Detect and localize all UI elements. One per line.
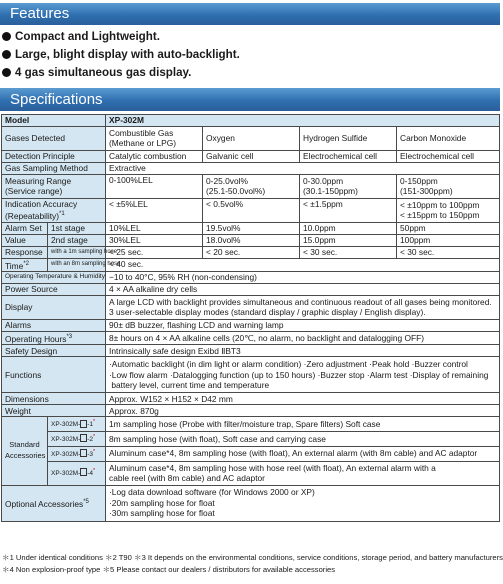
bullet-icon — [2, 50, 11, 59]
footnote-line: ＊4 Non explosion-proof type ＊5 Please contact our dealers / distributors for available accessories — [2, 564, 336, 574]
model-value: XP-302M — [106, 115, 500, 127]
row-functions: Functions ·Automatic backlight (in dim light or alarm condition) ·Zero adjustment ·Peak hold ·Buzzer control ·Low flow alarm ·Datalogging function (up to 150 hours) ·Buzzer stop ·Alarm test ·Display of remaining battery level, current time and temperature — [2, 357, 500, 393]
row-accuracy: Indication Accuracy (Repeatability)$^{*1}$ < ±5%LEL < 0.5vol% < ±1.5ppm < ±10ppm to 100ppm < ±15ppm to 150ppm — [2, 198, 500, 222]
row-alarm-stage1: Alarm Set 1st stage 10%LEL 19.5vol% 10.0ppm 50ppm — [2, 222, 500, 234]
feature-item: Compact and Lightweight. — [2, 28, 498, 46]
row-display: Display A large LCD with backlight provides simultaneous and continuous readout of all gases being monitored. 3 user-selectable display modes (standard display / graphic display / English display). — [2, 295, 500, 319]
row-accessory-3: XP-302M- -3* Aluminum case*4, 8m sampling hose (with float), An external alarm (with 8m cable) and AC adaptor — [2, 446, 500, 461]
feature-item: 4 gas simultaneous gas display. — [2, 64, 498, 82]
row-dimensions: Dimensions Approx. W152 × H152 × D42 mm — [2, 393, 500, 405]
row-alarms: Alarms 90± dB buzzer, flashing LCD and warning lamp — [2, 319, 500, 331]
bullet-icon — [2, 32, 11, 41]
footnote-line: ＊1 Under identical conditions ＊2 T90 ＊3 It depends on the environmental conditions, service conditions, storage period, and battery manufacturers — [2, 553, 503, 562]
row-hours: Operating Hours$^{*3}$ 8± hours on 4 × AA alkaline cells (20℃, no alarm, no backlight and datalogging OFF) — [2, 331, 500, 344]
gas-co: Carbon Monoxide — [397, 126, 500, 150]
bullet-icon — [2, 68, 11, 77]
row-power: Power Source 4 × AA alkaline dry cells — [2, 283, 500, 295]
specifications-banner — [0, 88, 500, 111]
specifications-title: Specifications — [10, 91, 103, 108]
gas-h2s: Hydrogen Sulfide — [300, 126, 397, 150]
row-accessory-1: Standard Accessories XP-302M- -1* 1m sampling hose (Probe with filter/moisture trap, Spare filters) Soft case — [2, 417, 500, 432]
row-temperature: Operating Temperature & Humidity −10 to 40°C, 95% RH (non-condensing) — [2, 271, 500, 283]
row-response-1m: Response with a 1m sampling hose < 25 sec. < 20 sec. < 30 sec. < 30 sec. — [2, 246, 500, 258]
features-title: Features — [10, 5, 70, 22]
row-accessory-2: XP-302M- -2* 8m sampling hose (with float), Soft case and carrying case — [2, 432, 500, 447]
row-weight: Weight Approx. 870g — [2, 405, 500, 417]
row-alarm-stage2: Value 2nd stage 30%LEL 18.0vol% 15.0ppm 100ppm — [2, 234, 500, 246]
gas-combustible: Combustible Gas (Methane or LPG) — [106, 126, 203, 150]
row-optional: Optional Accessories$^{*5}$ ·Log data download software (for Windows 2000 or XP) ·20m sampling hose for float ·30m sampling hose for float — [2, 485, 500, 521]
row-accessory-4: XP-302M- -4* Aluminum case*4, 8m sampling hose with hose reel (with float), An external alarm with a cable reel (with 8m cable) and AC adaptor — [2, 461, 500, 485]
row-range: Measuring Range (Service range) 0-100%LEL 0-25.0vol% (25.1-50.0vol%) 0-30.0ppm (30.1-150ppm) 0-150ppm (151-300ppm) — [2, 174, 500, 198]
row-model — [2, 115, 500, 127]
features-list — [2, 28, 498, 82]
row-safety: Safety Design Intrinsically safe design Exibd ⅡBT3 — [2, 345, 500, 357]
gas-oxygen: Oxygen — [203, 126, 300, 150]
model-label: Model — [2, 115, 106, 127]
row-gases: Gases Detected Combustible Gas (Methane or LPG) Oxygen Hydrogen Sulfide Carbon Monoxide — [2, 126, 500, 150]
spec-table — [1, 114, 500, 522]
feature-item: Large, blight display with auto-backlight. — [2, 46, 498, 64]
row-sampling: Gas Sampling Method Extractive — [2, 162, 500, 174]
row-principle: Detection Principle Catalytic combustion Galvanic cell Electrochemical cell Electrochemical cell — [2, 150, 500, 162]
row-response-8m: Time$^{*2}$ with an 8m sampling hose < 40 sec. — [2, 258, 500, 271]
footnotes — [2, 552, 503, 575]
features-banner — [0, 3, 500, 25]
